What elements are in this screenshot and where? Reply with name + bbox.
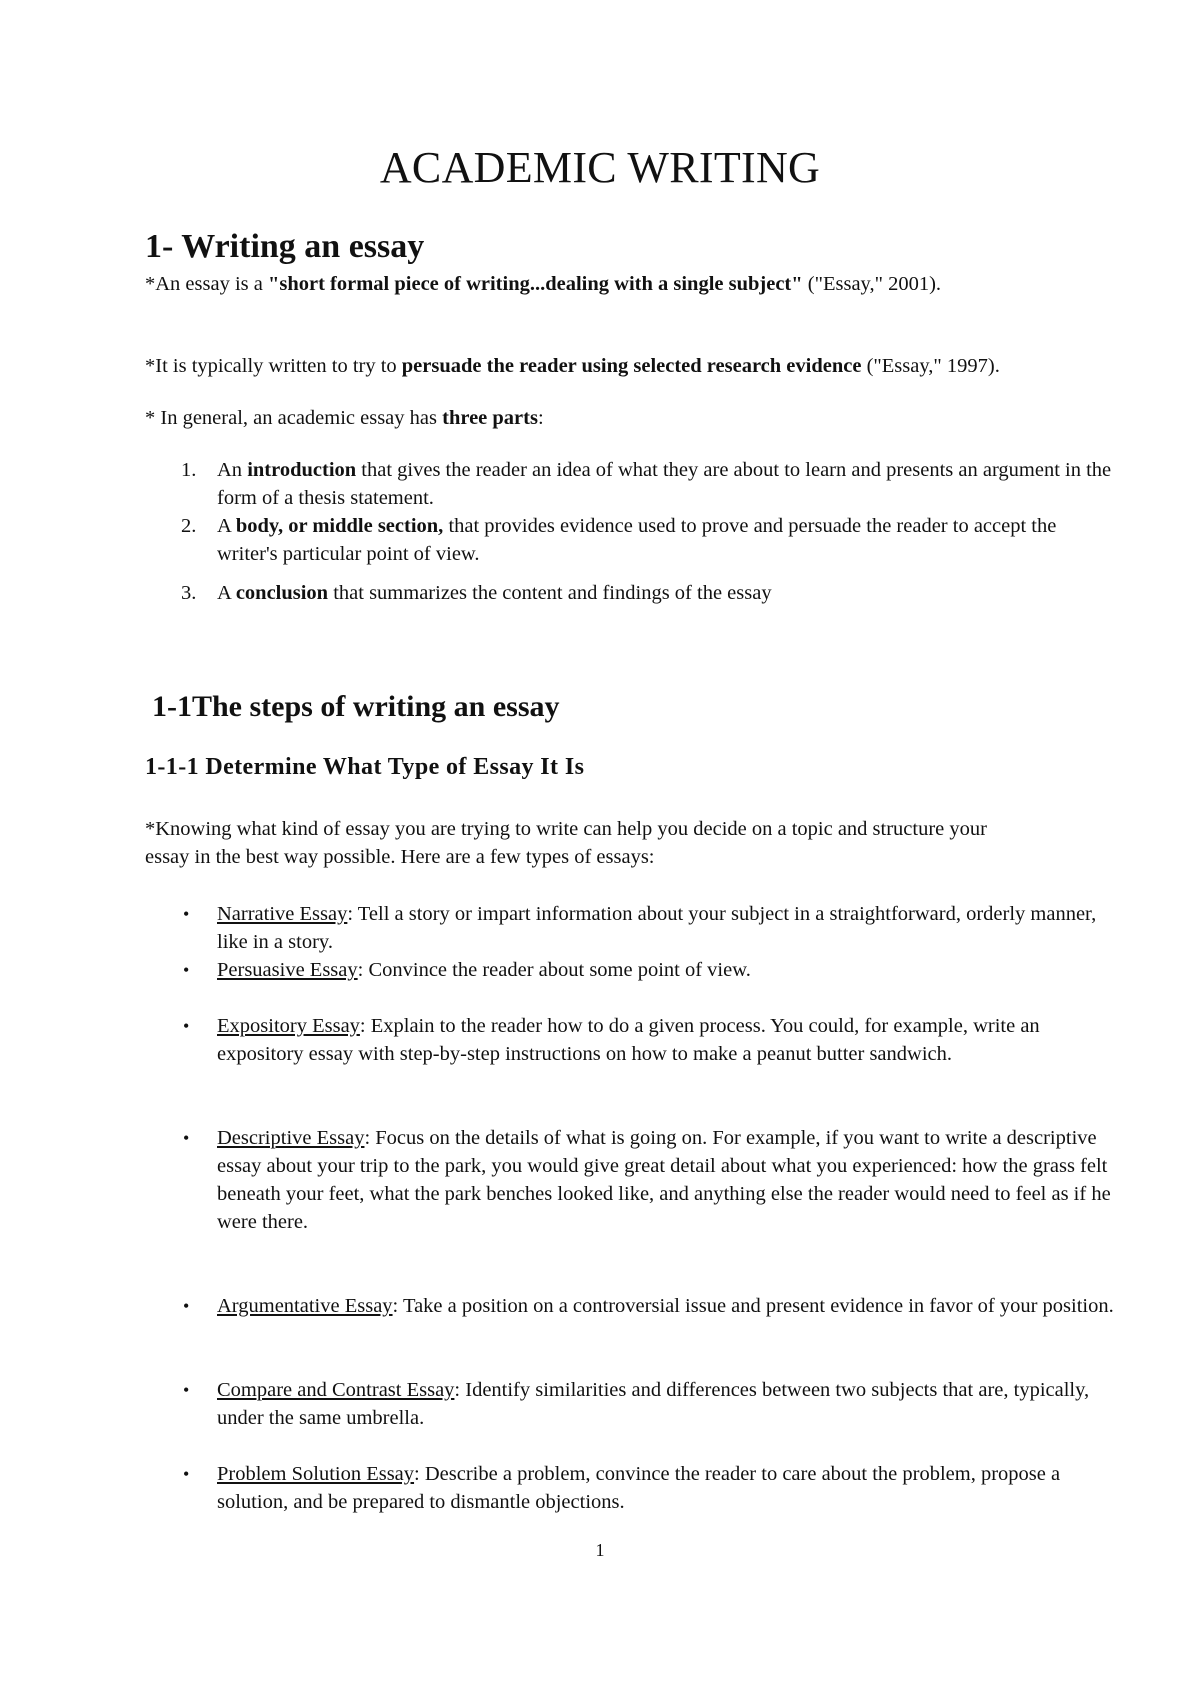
essay-type-desc: : Take a position on a controversial issue and present evidence in favor of your position. [392,1295,1114,1317]
list-item-text [217,579,1117,607]
intro-paragraph-2 [145,352,1155,380]
list-item-bold: introduction [247,459,357,481]
intro-paragraph-1 [145,270,965,298]
bullet-icon: • [183,1128,190,1148]
intro-2-text: *It is typically written to try to [145,355,402,377]
essay-type-text [217,1124,1117,1236]
essay-type-name: Argumentative Essay [217,1295,393,1317]
list-item-text [217,512,1117,568]
bullet-icon: • [183,904,190,924]
essay-type-name: Expository Essay [217,1015,360,1037]
list-number: 2. [181,515,197,537]
list-item-rest: that provides evidence used to prove and persuade the reader to accept the writer's particular point of view. [217,515,1057,565]
essay-type-name: Problem Solution Essay [217,1463,415,1485]
intro-3-suffix: : [537,407,544,429]
essay-type-name: Narrative Essay [217,903,348,925]
essay-type-desc: : Convince the reader about some point of view. [357,959,751,981]
intro-1-bold: "short formal piece of writing...dealing with a single subject" [267,273,803,295]
essay-type-desc: : Tell a story or impart information about your subject in a straightforward, orderly manner, like in a story. [217,903,1097,953]
essay-type-text [217,1012,1117,1068]
bullet-icon: • [183,960,190,980]
page-number: 1 [595,1540,605,1560]
types-intro-paragraph: *Knowing what kind of essay you are trying to write can help you decide on a topic and structure your essay in the best way possible. Here are a few types of essays: [145,818,987,868]
essay-type-name: Compare and Contrast Essay [217,1379,455,1401]
essay-type-text [217,900,1117,956]
list-number: 3. [181,582,197,604]
essay-type-name: Persuasive Essay [217,959,358,981]
intro-2-suffix: ("Essay," 1997). [861,355,1000,377]
intro-1-text: *An essay is a [145,273,268,295]
intro-2-bold: persuade the reader using selected research evidence [401,355,862,377]
essay-type-text [217,1460,1117,1516]
bullet-icon: • [183,1296,190,1316]
essay-type-text [217,1292,1117,1320]
section-heading-writing-essay: 1- Writing an essay [145,228,425,265]
essay-type-desc: : Explain to the reader how to do a given process. You could, for example, write an expository essay with step-by-step instructions on how to make a peanut butter sandwich. [217,1015,1040,1065]
list-number: 1. [181,459,197,481]
list-item-rest: that gives the reader an idea of what they are about to learn and presents an argument in the form of a thesis statement. [217,459,1112,509]
document-title: ACADEMIC WRITING [379,143,821,192]
bullet-icon: • [183,1464,190,1484]
list-item-bold: conclusion [235,582,329,604]
list-item-bold: body, or middle section, [235,515,444,537]
list-item-rest: that summarizes the content and findings of the essay [328,582,772,604]
essay-type-text [217,1376,1117,1432]
essay-type-desc: : Focus on the details of what is going on. For example, if you want to write a descriptive essay about your trip to the park, you would give great detail about what you experienced: how the grass felt beneath your feet, what the park benches looked like, and anything else the reader would need to feel as if he were there. [217,1127,1111,1233]
list-item-text [217,456,1117,512]
subsection-heading-essay-type: 1-1-1 Determine What Type of Essay It Is [145,754,585,780]
list-item-prefix: An [217,459,248,481]
bullet-icon: • [183,1380,190,1400]
list-item-prefix: A [217,582,236,604]
intro-3-text: * In general, an academic essay has [145,407,443,429]
essay-type-desc: : Describe a problem, convince the reader to care about the problem, propose a solution, and be prepared to dismantle objections. [217,1463,1061,1513]
bullet-icon: • [183,1016,190,1036]
list-item-prefix: A [217,515,236,537]
intro-3-bold: three parts [442,407,538,429]
essay-type-name: Descriptive Essay [217,1127,365,1149]
essay-type-text [217,956,1117,984]
essay-type-desc: : Identify similarities and differences between two subjects that are, typically, under the same umbrella. [217,1379,1090,1429]
section-heading-steps: 1-1The steps of writing an essay [152,690,560,723]
intro-paragraph-3 [145,404,1155,432]
intro-1-suffix: ("Essay," 2001). [802,273,942,295]
